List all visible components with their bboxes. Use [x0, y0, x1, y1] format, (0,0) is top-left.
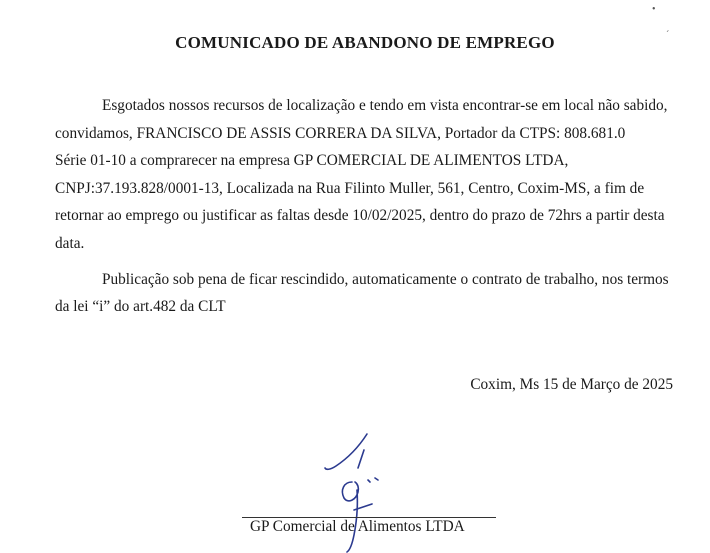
paragraph-1	[55, 92, 695, 258]
signatory-company: GP Comercial de Alimentos LTDA	[250, 518, 465, 535]
paragraph-line: convidamos, FRANCISCO DE ASSIS CORRERA DA SILVA, Portador da CTPS: 808.681.0	[55, 124, 626, 142]
scan-speck: ˊ	[666, 30, 670, 41]
paragraph-2	[55, 266, 695, 321]
scan-speck: •	[652, 4, 656, 15]
paragraph-line: retornar ao emprego ou justificar as faltas desde 10/02/2025, dentro do prazo de 72hrs a partir desta	[55, 207, 665, 225]
paragraph-line: Série 01-10 a comprarecer na empresa GP COMERCIAL DE ALIMENTOS LTDA,	[55, 152, 569, 170]
paragraph-line: CNPJ:37.193.828/0001-13, Localizada na Rua Filinto Muller, 561, Centro, Coxim-MS, a fim de	[55, 179, 645, 197]
document-title: COMUNICADO DE ABANDONO DE EMPREGO	[175, 33, 555, 52]
paragraph-line: Publicação sob pena de ficar rescindido, automaticamente o contrato de trabalho, nos termos	[102, 270, 669, 288]
paragraph-line: Esgotados nossos recursos de localização e tendo em vista encontrar-se em local não sabido,	[102, 97, 668, 114]
document-body	[55, 92, 695, 321]
paragraph-line: data.	[55, 234, 85, 252]
paragraph-line: da lei “i” do art.482 da CLT	[55, 298, 226, 316]
date-location-line: Coxim, Ms 15 de Março de 2025	[470, 376, 673, 393]
